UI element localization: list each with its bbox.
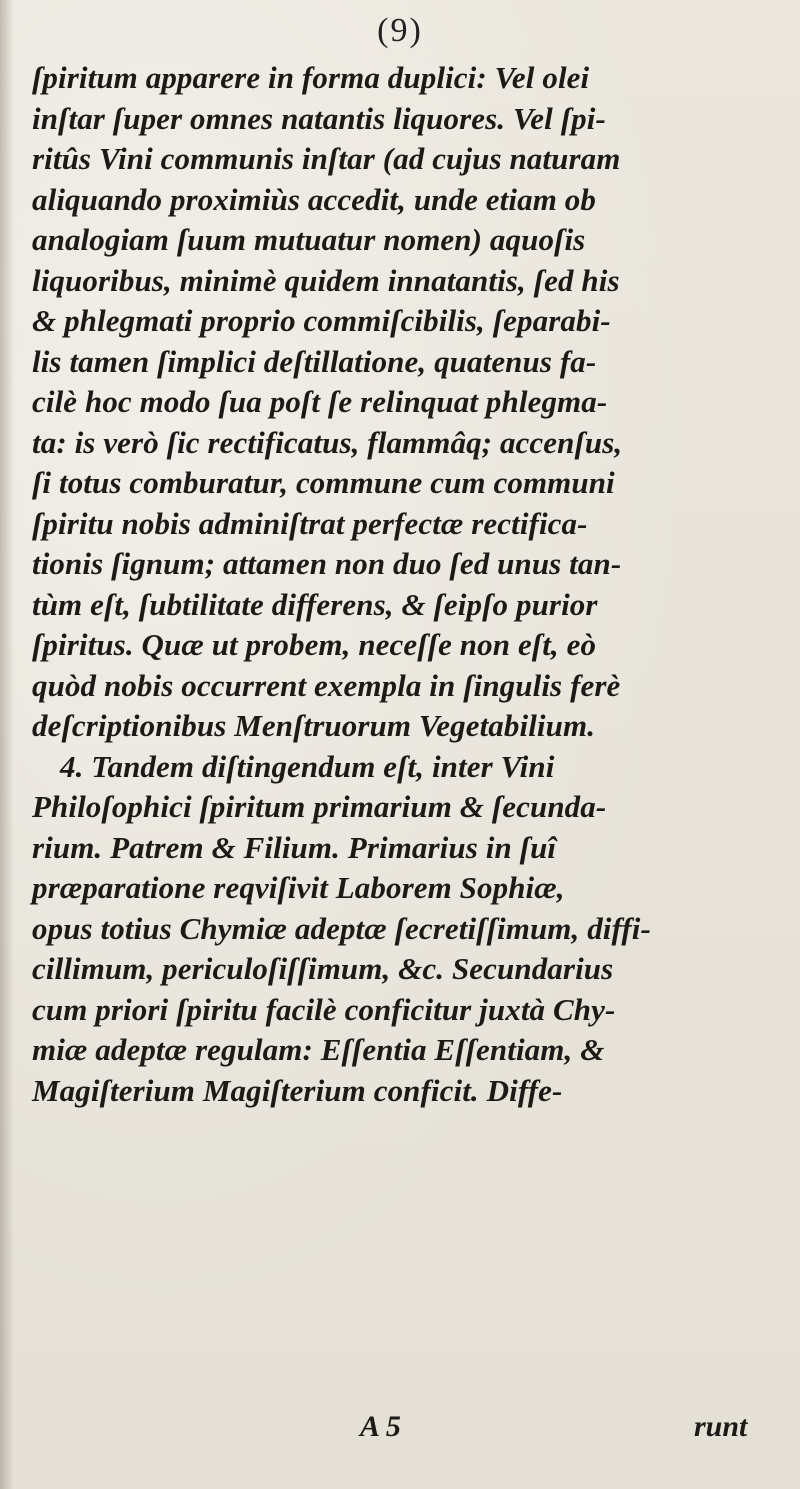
text-line: Magiſterium Magiſterium conficit. Diffe-	[32, 1072, 563, 1108]
text-line: ſpiritum apparere in forma duplici: Vel olei	[32, 60, 590, 95]
text-line: opus totius Chymiæ adeptæ ſecretiſſimum, diffi-	[32, 910, 651, 946]
text-line: deſcriptionibus Menſtruorum Vegetabilium.	[32, 708, 596, 743]
text-line: rium. Patrem & Filium. Primarius in ſuî	[32, 829, 557, 865]
text-line: tionis ſignum; attamen non duo ſed unus tan-	[32, 546, 622, 581]
text-line: ſi totus comburatur, commune cum communi	[32, 465, 615, 500]
text-line: ſpiritu nobis adminiſtrat perfectæ rectifica-	[32, 505, 588, 541]
text-line: inſtar ſuper omnes natantis liquores. Vel ſpi-	[32, 100, 606, 136]
page-number: (9)	[377, 12, 423, 49]
text-line: cilè hoc modo ſua poſt ſe relinquat phlegma-	[32, 384, 608, 419]
text-line: & phlegmati proprio commiſcibilis, ſeparabi-	[32, 303, 611, 338]
text-line: analogiam ſuum mutuatur nomen) aquoſis	[32, 222, 586, 257]
text-line: aliquando proximiùs accedit, unde etiam ob	[32, 181, 596, 217]
catchword: runt	[694, 1410, 748, 1443]
text-line: lis tamen ſimplici deſtillatione, quatenus fa-	[32, 343, 597, 379]
text-line: præparatione reqviſivit Laborem Sophiæ,	[32, 870, 565, 905]
text-line: cillimum, periculoſiſſimum, &c. Secundarius	[32, 951, 614, 986]
text-line: ta: is verò ſic rectificatus, flammâq; accenſus,	[32, 424, 623, 460]
text-line: Philoſophici ſpiritum primarium & ſecunda-	[32, 789, 607, 824]
text-line: ritûs Vini communis inſtar (ad cujus naturam	[32, 141, 621, 176]
text-line: cum priori ſpiritu facilè conficitur juxtà Chy-	[32, 991, 616, 1027]
text-line: ſpiritus. Quæ ut probem, neceſſe non eſt, eò	[32, 627, 597, 662]
body-text	[32, 58, 792, 1111]
text-line: quòd nobis occurrent exempla in ſingulis ferè	[32, 667, 621, 703]
text-line: miæ adeptæ regulam: Eſſentia Eſſentiam, &	[32, 1032, 605, 1067]
gutter-shadow	[0, 0, 14, 1489]
text-line: 4. Tandem diſtingendum eſt, inter Vini	[60, 748, 555, 784]
text-line: liquoribus, minimè quidem innatantis, ſed his	[32, 262, 620, 298]
text-line: tùm eſt, ſubtilitate differens, & ſeipſo purior	[32, 586, 598, 622]
page-footer	[0, 1410, 800, 1454]
signature-mark: A 5	[360, 1410, 401, 1443]
